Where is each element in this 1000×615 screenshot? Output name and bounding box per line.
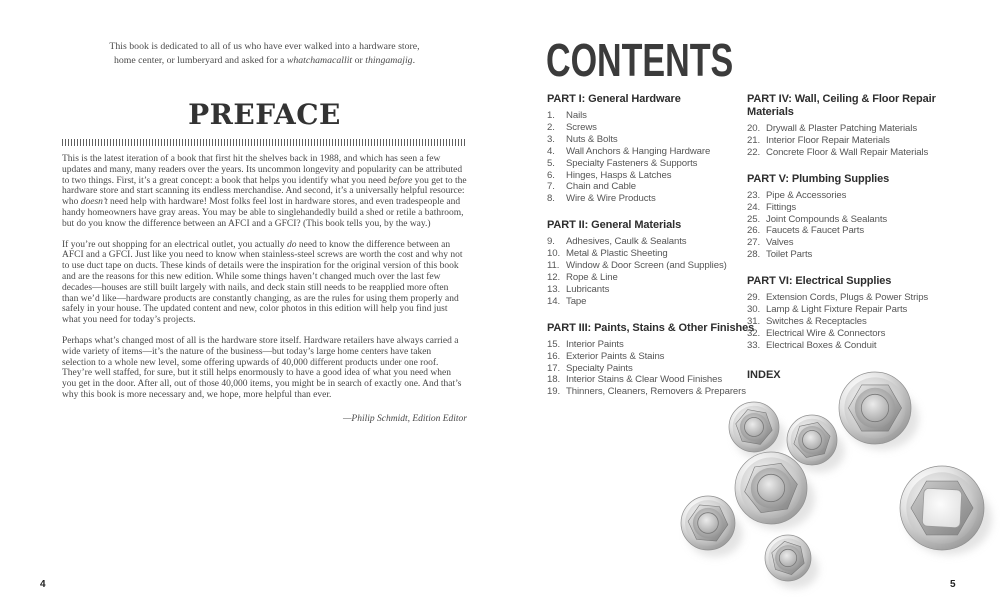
toc-item: [547, 158, 757, 170]
toc-item-number: 28.: [747, 249, 761, 261]
toc-item: [547, 193, 757, 205]
toc-item: [547, 236, 757, 248]
toc-part2-list: [547, 236, 757, 307]
page-number-left: 4: [40, 579, 46, 590]
toc-item-label: Nails: [566, 110, 587, 121]
toc-item-label: Hinges, Hasps & Latches: [566, 169, 672, 181]
dedication-text: This book is dedicated to all of us who have ever walked into a hardware store, home center, or lumberyard and asked for a whatchamacallit or thingamajig.: [109, 41, 420, 66]
toc-section-part2: [547, 219, 757, 307]
toc-item-label: Drywall & Plaster Patching Materials: [766, 123, 918, 134]
toc-item: [747, 340, 973, 352]
toc-item: [547, 181, 757, 193]
toc-section-part4: [747, 93, 973, 159]
toc-item: [747, 123, 973, 135]
hex-nuts-photo: [640, 362, 1000, 607]
toc-part3-heading: PART III: Paints, Stains & Other Finishes: [547, 321, 755, 334]
toc-item-label: Interior Floor Repair Materials: [766, 134, 890, 146]
toc-part4-heading-line2: Materials: [747, 106, 794, 118]
toc-item-label: Adhesives, Caulk & Sealants: [566, 236, 687, 248]
toc-item-number: 12.: [547, 271, 561, 283]
toc-item-number: 8.: [547, 193, 555, 205]
toc-item-label: Faucets & Faucet Parts: [766, 225, 865, 237]
toc-item: [547, 339, 757, 351]
toc-item: [747, 190, 973, 202]
toc-item: [747, 147, 973, 159]
toc-part1-list: [547, 110, 757, 205]
toc-item-label: Exterior Paints & Stains: [566, 350, 665, 362]
toc-part4-heading-line1: PART IV: Wall, Ceiling & Floor Repair: [747, 93, 936, 105]
toc-item: [747, 292, 973, 304]
preface-title: PREFACE: [188, 98, 341, 131]
preface-body: [62, 154, 467, 435]
toc-item: [547, 134, 757, 146]
toc-item-label: Specialty Fasteners & Supports: [566, 157, 698, 169]
toc-item-label: Wall Anchors & Hanging Hardware: [566, 145, 711, 157]
toc-item-number: 21.: [747, 134, 761, 146]
preface-paragraph-3: Perhaps what’s changed most of all is the hardware store itself. Hardware retailers have always carried a wide variety of items—it’s the nature of the business—but today’s large home centers have taken selection to a whole new level, some offering upwards of 40,000 different products under one roof. They’re well staffed, for sure, but it still helps enormously to have a good idea of what you need when you get in the door. After all, out of those 40,000 items, you might be in search of exactly one. And that’s why this book is more necessary and, we hope, more helpful than ever.: [62, 335, 462, 400]
toc-item-number: 24.: [747, 201, 761, 213]
toc-item: [747, 225, 973, 237]
toc-item: [747, 214, 973, 226]
toc-item-label: Extension Cords, Plugs & Power Strips: [766, 292, 929, 304]
toc-part6-list: [747, 292, 973, 352]
contents-page: [500, 0, 1000, 615]
toc-item: [747, 135, 973, 147]
toc-item: [547, 260, 757, 272]
toc-part2-heading: PART II: General Materials: [547, 219, 682, 232]
toc-item-number: 30.: [747, 304, 761, 316]
toc-item-label: Chain and Cable: [566, 181, 636, 193]
toc-part5-heading: PART V: Plumbing Supplies: [747, 172, 890, 185]
toc-item-number: 9.: [547, 236, 555, 248]
editor-signature: —Philip Schmidt, Edition Editor: [342, 413, 467, 424]
toc-item-number: 15.: [547, 338, 561, 350]
toc-section-part5: [747, 173, 973, 261]
toc-part5-list: [747, 190, 973, 261]
decorative-tick-rule: [62, 139, 467, 146]
toc-item-label: Rope & Line: [566, 271, 618, 283]
contents-title: CONTENTS: [546, 34, 734, 86]
toc-item: [547, 351, 757, 363]
toc-item-number: 3.: [547, 133, 555, 145]
toc-item-number: 27.: [747, 237, 761, 249]
toc-section-part6: [747, 275, 973, 352]
toc-item-label: Tape: [566, 295, 587, 307]
toc-item-number: 4.: [547, 145, 555, 157]
toc-part6-heading: PART VI: Electrical Supplies: [747, 275, 892, 288]
toc-item-number: 25.: [747, 213, 761, 225]
toc-item-number: 2.: [547, 121, 555, 133]
toc-item-number: 20.: [747, 123, 761, 134]
toc-item-label: Lamp & Light Fixture Repair Parts: [766, 304, 908, 316]
toc-item-label: Window & Door Screen (and Supplies): [566, 260, 727, 272]
toc-item-number: 33.: [747, 339, 761, 351]
toc-item-label: Wire & Wire Products: [566, 193, 656, 205]
toc-part4-heading: [747, 93, 973, 119]
toc-item: [747, 304, 973, 316]
toc-item-number: 29.: [747, 292, 761, 304]
toc-section-part1: [547, 93, 757, 205]
preface-paragraph-2: If you’re out shopping for an electrical outlet, you actually do need to know the difference between an AFCI and a GFCI. Just like you need to know when stainless-steel screws are worth the cost and why not to use duct tape on ducts. These kinds of details were the inspiration for the original version of this book and are the reasons for this new edition. While some things haven’t changed much over the last few decades—houses are still built largely with nails, and deck stain still needs to be reapplied more often than we’d like—hardware products are constantly changing, as are the rules for using them properly and safely in your house. The updated content and new, color photos in this edition will help you find just what you need for today’s projects.: [62, 239, 463, 326]
toc-item: [547, 296, 757, 308]
toc-item-number: 6.: [547, 169, 555, 181]
toc-item-number: 16.: [547, 350, 561, 362]
preface-paragraph-1: This is the latest iteration of a book that first hit the shelves back in 1988, and which has seen a few updates and many, many readers over the years. Its uncommon longevity and popularity can be attributed to two things. First, it’s a great concept: a book that helps you identify what you need before you get to the hardware store and start scanning its endless merchandise. And second, it’s a universally helpful resource: who doesn’t need help with hardware! Most folks feel lost in hardware stores, and even tradespeople and handy homeowners have gray areas. You may be able to singlehandedly build a shed or retile a bathroom, but do you know the difference between an AFCI and a GFCI? (This book tells you, by the way.): [62, 154, 467, 229]
toc-item-label: Specialty Paints: [566, 362, 633, 374]
toc-item: [747, 237, 973, 249]
toc-item-label: Toilet Parts: [766, 249, 813, 261]
toc-item-label: Metal & Plastic Sheeting: [566, 248, 668, 260]
toc-item-number: 1.: [547, 110, 555, 121]
toc-column-2: [747, 93, 973, 381]
toc-item-number: 32.: [747, 327, 761, 339]
toc-item-label: Lubricants: [566, 283, 610, 295]
toc-item: [547, 284, 757, 296]
toc-item: [547, 146, 757, 158]
toc-item-number: 26.: [747, 225, 761, 237]
toc-item-label: Interior Stains & Clear Wood Finishes: [566, 374, 723, 386]
toc-item-label: Interior Paints: [566, 338, 624, 350]
toc-item: [747, 202, 973, 214]
toc-item-number: 13.: [547, 283, 561, 295]
toc-item-number: 23.: [747, 189, 761, 201]
toc-item-label: Thinners, Cleaners, Removers & Preparers: [566, 386, 746, 398]
toc-item-label: Electrical Boxes & Conduit: [766, 339, 877, 351]
toc-item: [747, 328, 973, 340]
page-number-right: 5: [950, 579, 956, 590]
toc-item-number: 31.: [747, 315, 761, 327]
toc-item-label: Fittings: [766, 201, 797, 213]
toc-part1-heading: PART I: General Hardware: [547, 93, 681, 105]
toc-item-number: 18.: [547, 374, 561, 386]
toc-item-label: Electrical Wire & Connectors: [766, 327, 886, 339]
toc-item-number: 22.: [747, 146, 761, 158]
toc-item: [547, 248, 757, 260]
toc-item-number: 14.: [547, 295, 561, 307]
toc-item: [547, 122, 757, 134]
toc-item-number: 17.: [547, 362, 561, 374]
toc-item-label: Nuts & Bolts: [566, 133, 618, 145]
toc-item-label: Valves: [766, 237, 794, 249]
toc-part4-list: [747, 123, 973, 159]
toc-item-number: 10.: [547, 248, 561, 260]
toc-item-label: Screws: [566, 121, 597, 133]
toc-item-label: Concrete Floor & Wall Repair Materials: [766, 146, 929, 158]
index-heading: INDEX: [747, 368, 781, 381]
toc-item-label: Pipe & Accessories: [766, 189, 847, 201]
toc-item: [747, 249, 973, 261]
toc-item-number: 5.: [547, 157, 555, 169]
toc-item-label: Joint Compounds & Sealants: [766, 213, 888, 225]
toc-item: [547, 170, 757, 182]
toc-item: [547, 272, 757, 284]
toc-item: [547, 110, 757, 122]
toc-item-number: 19.: [547, 386, 561, 398]
toc-item-number: 11.: [547, 260, 560, 272]
toc-column-1: [547, 93, 757, 398]
toc-item-number: 7.: [547, 181, 555, 193]
toc-item: [747, 316, 973, 328]
toc-item-label: Switches & Receptacles: [766, 315, 867, 327]
